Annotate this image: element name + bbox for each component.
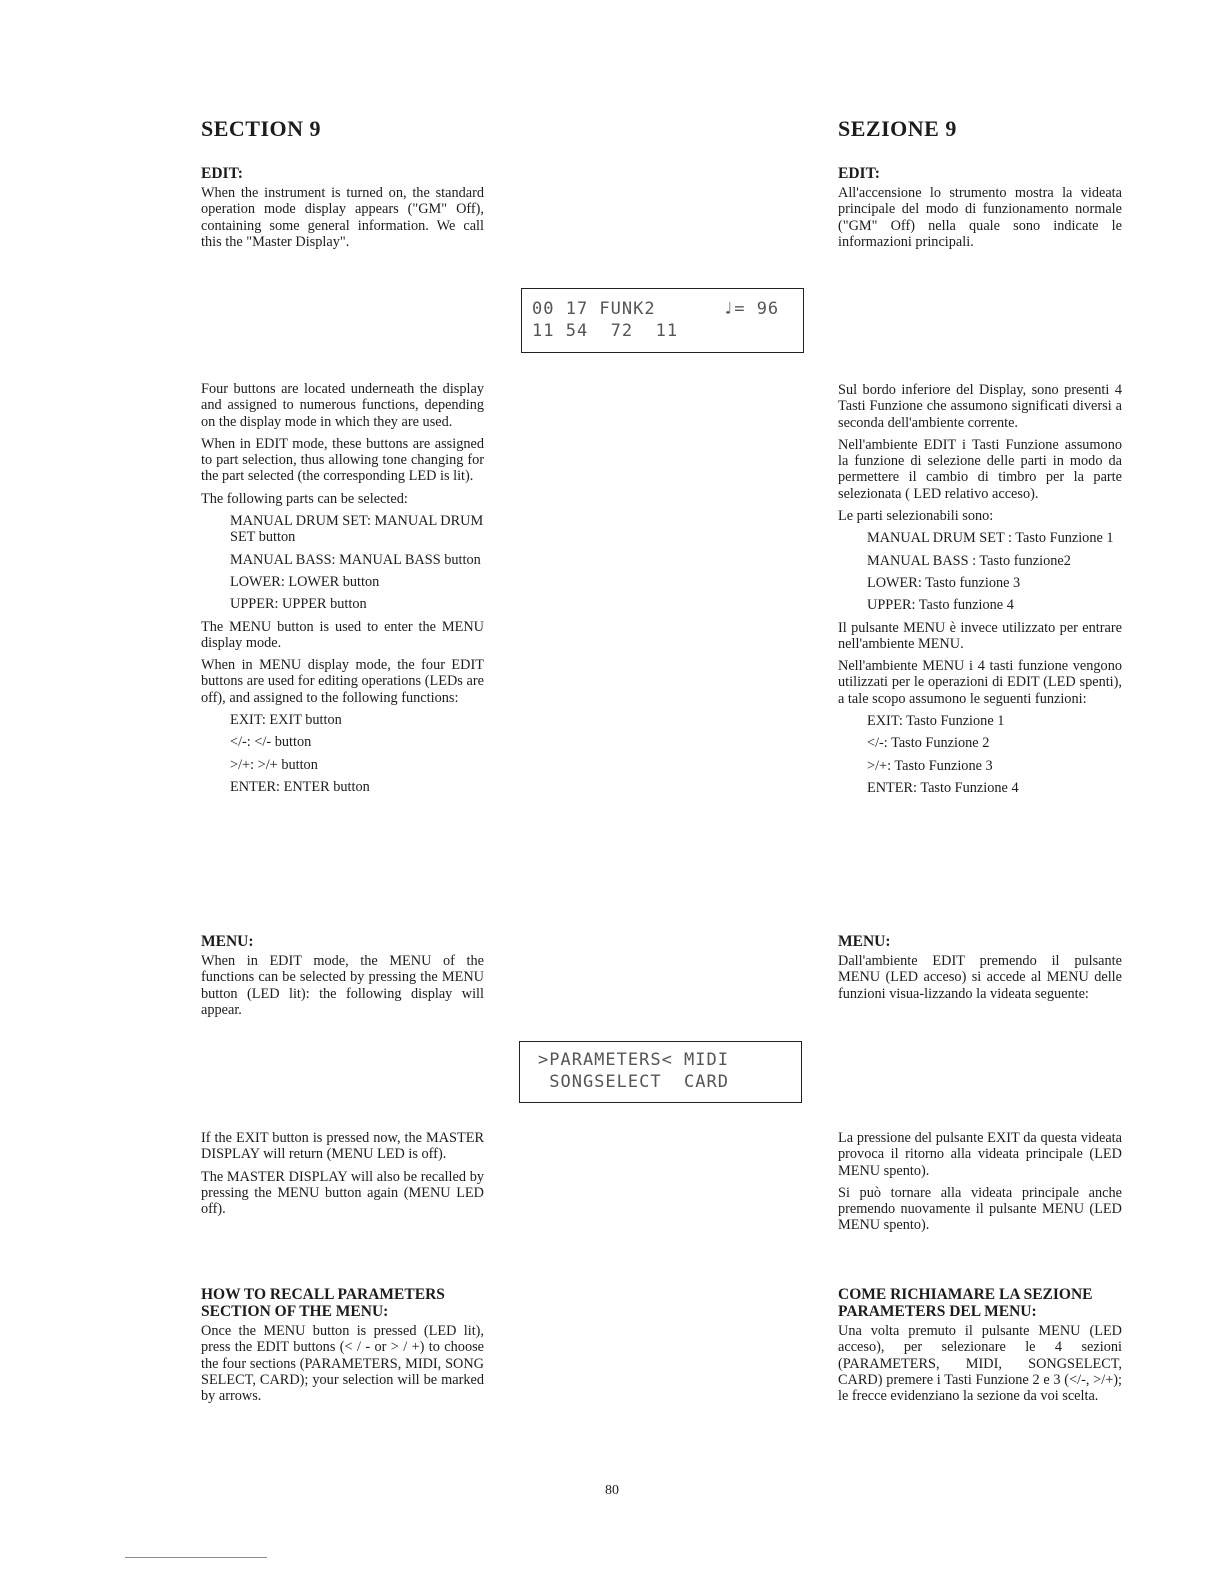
buttons-block-it — [838, 382, 1122, 796]
list-item: ENTER: ENTER button — [230, 778, 370, 795]
parts-list-it — [838, 530, 1122, 613]
list-item: >/+: Tasto Funzione 3 — [867, 757, 993, 774]
exit-para-1-en: If the EXIT button is pressed now, the MASTER DISPLAY will return (MENU LED is off). — [201, 1130, 484, 1163]
master-display-lcd — [521, 288, 804, 353]
list-item: MANUAL DRUM SET: MANUAL DRUM SET button — [230, 513, 484, 546]
recall-text-en: Once the MENU button is pressed (LED lit), press the EDIT buttons (< / - or > / +) to choose the four sections (PARAMETERS, MIDI, SONG SELECT, CARD); your selection will be marked by arrows. — [201, 1323, 484, 1405]
edit-heading-it: EDIT: — [838, 165, 880, 182]
recall-heading-it: COME RICHIAMARE LA SEZIONE PARAMETERS DEL MENU: — [838, 1286, 1093, 1320]
menu-text-it: Dall'ambiente EDIT premendo il pulsante MENU (LED acceso) si accede al MENU delle funzioni visua-lizzando la videata seguente: — [838, 953, 1122, 1002]
footnote-rule — [125, 1557, 267, 1558]
edit-block-it — [838, 165, 1122, 250]
menu-display-lcd — [519, 1041, 802, 1103]
menu-display-line-1: >PARAMETERS< MIDI — [538, 1050, 729, 1070]
buttons-para-5-en: When in MENU display mode, the four EDIT buttons are used for editing operations (LEDs are off), and assigned to the following functions: — [201, 657, 484, 706]
edit-text-en: When the instrument is turned on, the standard operation mode display appears ("GM" Off), containing some general information. We call this the "Master Display". — [201, 185, 484, 250]
recall-heading-en: HOW TO RECALL PARAMETERS SECTION OF THE MENU: — [201, 1286, 445, 1320]
exit-block-en — [201, 1130, 484, 1217]
buttons-para-1-en: Four buttons are located underneath the display and assigned to numerous functions, depending on the display mode in which they are used. — [201, 381, 484, 430]
functions-list-it — [838, 713, 1122, 796]
exit-para-2-en: The MASTER DISPLAY will also be recalled by pressing the MENU button again (MENU LED off). — [201, 1168, 484, 1218]
exit-para-1-it: La pressione del pulsante EXIT da questa videata provoca il ritorno alla videata principale (LED MENU spento). — [838, 1130, 1122, 1179]
list-item: UPPER: UPPER button — [230, 596, 367, 613]
edit-text-it: All'accensione lo strumento mostra la videata principale del modo di funzionamento normale ("GM" Off) nella quale sono indicate le informazioni principali. — [838, 185, 1122, 250]
buttons-para-3-it: Le parti selezionabili sono: — [838, 508, 994, 525]
section-title-en: SECTION 9 — [201, 116, 322, 141]
list-item: MANUAL BASS: MANUAL BASS button — [230, 551, 481, 568]
list-item: >/+: >/+ button — [230, 756, 318, 773]
buttons-para-4-en: The MENU button is used to enter the MENU display mode. — [201, 618, 484, 651]
recall-block-en — [201, 1286, 484, 1404]
list-item: EXIT: Tasto Funzione 1 — [867, 713, 1005, 730]
recall-block-it — [838, 1286, 1122, 1404]
list-item: MANUAL BASS : Tasto funzione2 — [867, 552, 1071, 569]
menu-block-en — [201, 933, 484, 1018]
buttons-para-3-en: The following parts can be selected: — [201, 490, 408, 507]
menu-block-it — [838, 933, 1122, 1002]
list-item: LOWER: LOWER button — [230, 573, 380, 590]
list-item: MANUAL DRUM SET : Tasto Funzione 1 — [867, 530, 1114, 547]
edit-block-en — [201, 165, 484, 250]
section-title-it: SEZIONE 9 — [838, 116, 957, 141]
list-item: EXIT: EXIT button — [230, 712, 342, 729]
menu-heading-en: MENU: — [201, 933, 254, 950]
list-item: UPPER: Tasto funzione 4 — [867, 597, 1014, 614]
menu-display-line-2: SONGSELECT CARD — [538, 1072, 729, 1092]
buttons-para-5-it: Nell'ambiente MENU i 4 tasti funzione vengono utilizzati per le operazioni di EDIT (LED spenti), a tale scopo assumono le seguenti funzioni: — [838, 658, 1122, 707]
edit-heading-en: EDIT: — [201, 165, 243, 182]
buttons-para-4-it: Il pulsante MENU è invece utilizzato per entrare nell'ambiente MENU. — [838, 619, 1122, 652]
exit-para-2-it: Si può tornare alla videata principale anche premendo nuovamente il pulsante MENU (LED MENU spento). — [838, 1184, 1122, 1234]
list-item: ENTER: Tasto Funzione 4 — [867, 779, 1019, 796]
list-item: LOWER: Tasto funzione 3 — [867, 574, 1021, 591]
menu-text-en: When in EDIT mode, the MENU of the functions can be selected by pressing the MENU button (LED lit): the following display will appear. — [201, 953, 484, 1018]
list-item: </-: Tasto Funzione 2 — [867, 735, 990, 752]
buttons-para-2-en: When in EDIT mode, these buttons are assigned to part selection, thus allowing tone changing for the part selected (the corresponding LED is lit). — [201, 435, 484, 485]
page-number: 80 — [605, 1483, 619, 1498]
parts-list-en — [201, 513, 484, 612]
buttons-block-en — [201, 381, 484, 795]
functions-list-en — [201, 712, 484, 795]
menu-heading-it: MENU: — [838, 933, 891, 950]
exit-block-it — [838, 1130, 1122, 1234]
master-display-line-1: 00 17 FUNK2 ♩= 96 — [532, 299, 780, 319]
buttons-para-2-it: Nell'ambiente EDIT i Tasti Funzione assumono la funzione di selezione delle parti in modo da permettere il cambio di timbro per la parte selezionata ( LED relativo acceso). — [838, 436, 1122, 502]
master-display-line-2: 11 54 72 11 — [532, 321, 679, 341]
recall-text-it: Una volta premuto il pulsante MENU (LED acceso), per selezionare le 4 sezioni (PARAMETERS, MIDI, SONGSELECT, CARD) premere i Tasti Funzione 2 e 3 (</-, >/+); le frecce evidenziano la sezione da voi scelta. — [838, 1323, 1122, 1405]
buttons-para-1-it: Sul bordo inferiore del Display, sono presenti 4 Tasti Funzione che assumono significati diversi a seconda dell'ambiente corrente. — [838, 382, 1122, 431]
list-item: </-: </- button — [230, 734, 312, 751]
